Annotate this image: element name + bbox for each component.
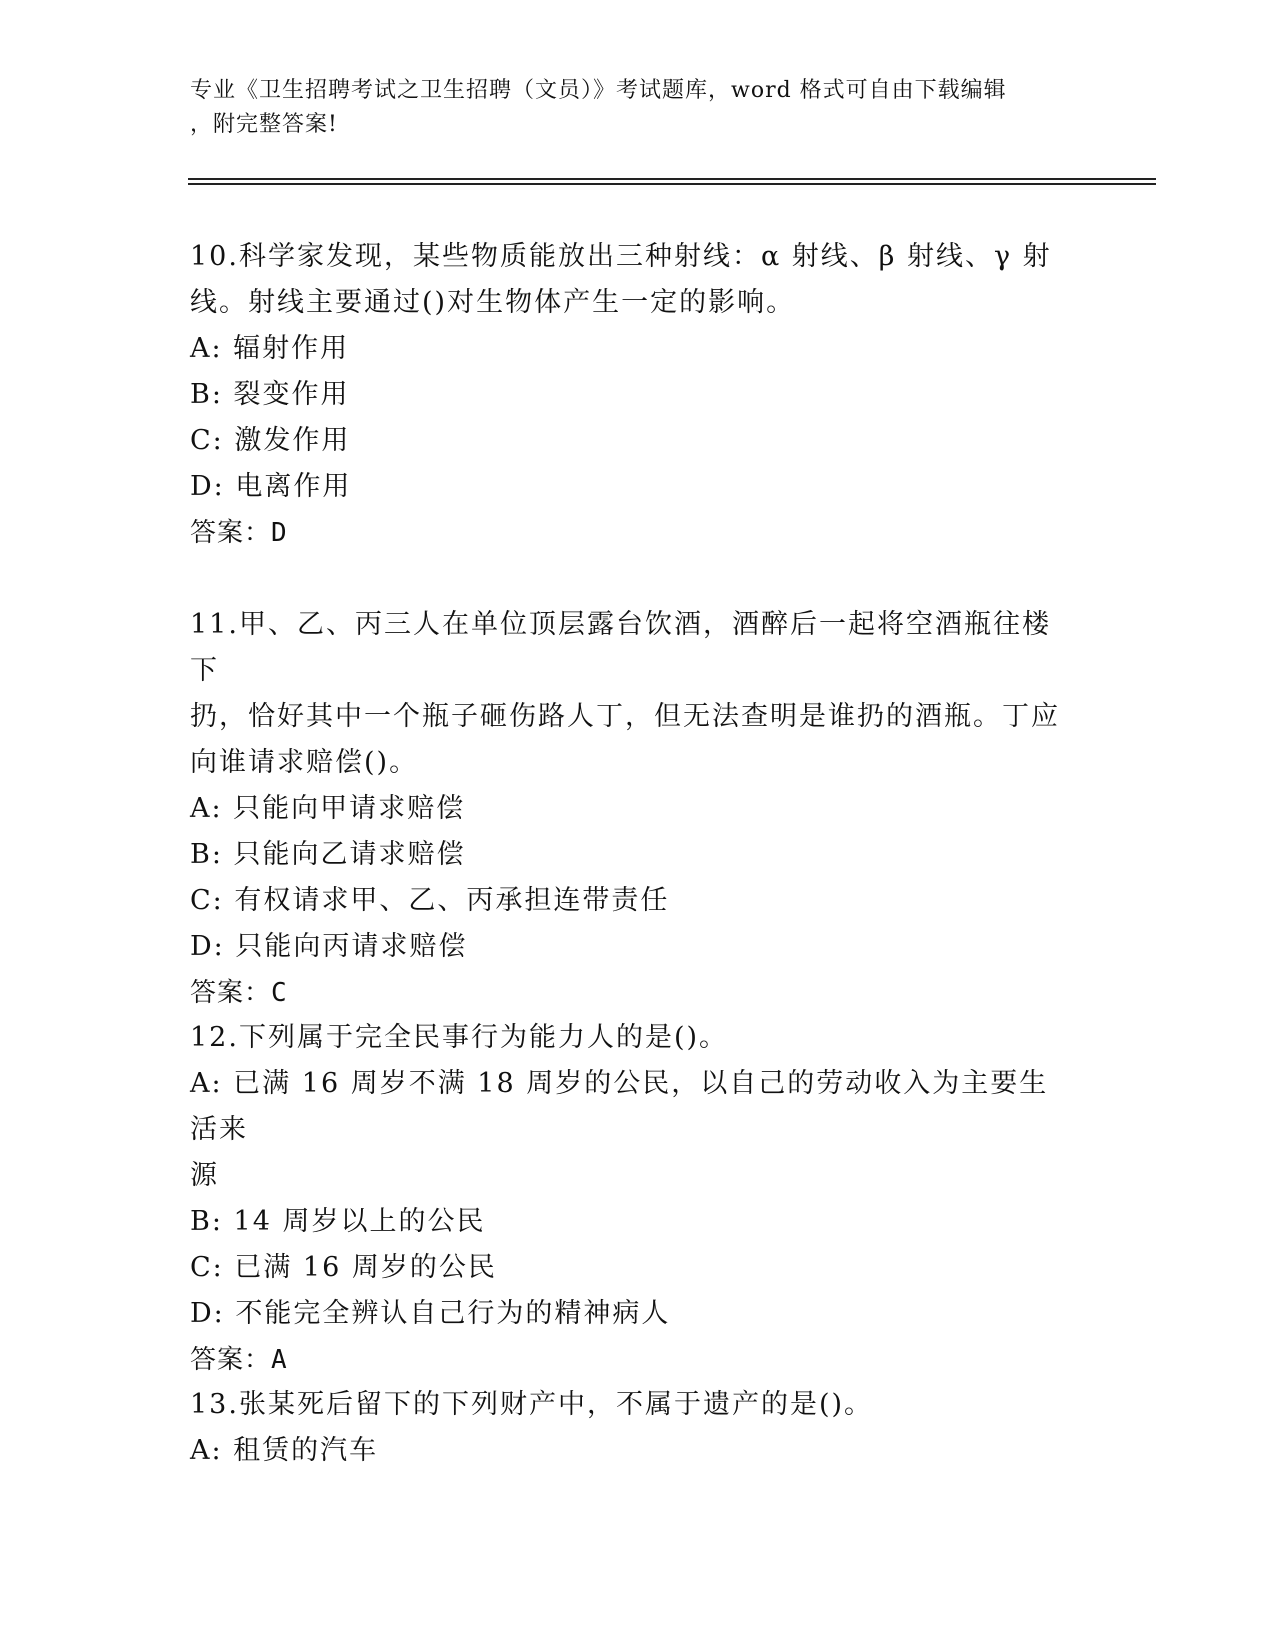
answer-value: A [271,1345,288,1375]
document-header [190,74,1090,142]
question-12 [190,1015,1070,1383]
answer-value: C [271,978,288,1008]
option-d: D: 只能向丙请求赔偿 [190,931,468,962]
question-stem-line: 向谁请求赔偿()。 [190,747,419,778]
question-stem-line: 扔，恰好其中一个瓶子砸伤路人丁，但无法查明是谁扔的酒瓶。丁应 [190,701,1060,732]
question-stem-line: 线。射线主要通过()对生物体产生一定的影响。 [190,287,796,318]
option-d: D: 电离作用 [190,471,352,502]
option-a-continued: 源 [190,1160,219,1191]
option-b: B: 只能向乙请求赔偿 [190,839,466,870]
answer-line [190,970,1070,1016]
question-stem-line: 11.甲、乙、丙三人在单位顶层露台饮酒，酒醉后一起将空酒瓶往楼下 [190,609,1051,686]
answer-line [190,1337,1070,1383]
option-a: A: 租赁的汽车 [190,1435,379,1466]
option-b: B: 14 周岁以上的公民 [190,1206,486,1237]
answer-label: 答案： [190,978,272,1008]
option-a: A: 辐射作用 [190,333,350,364]
header-line-1: 专业《卫生招聘考试之卫生招聘（文员）》考试题库，word 格式可自由下载编辑 [190,78,1007,103]
option-c: C: 已满 16 周岁的公民 [190,1252,497,1283]
option-a: A: 已满 16 周岁不满 18 周岁的公民，以自己的劳动收入为主要生活来 [190,1068,1049,1145]
option-c: C: 激发作用 [190,425,351,456]
answer-label: 答案： [190,518,272,548]
header-divider-top [188,178,1156,180]
answer-label: 答案： [190,1345,272,1375]
question-10 [190,234,1070,556]
option-c: C: 有权请求甲、乙、丙承担连带责任 [190,885,670,916]
header-divider-bottom [188,183,1156,185]
option-a: A: 只能向甲请求赔偿 [190,793,466,824]
option-b: B: 裂变作用 [190,379,350,410]
question-13 [190,1382,1070,1474]
answer-line [190,510,1070,556]
header-line-2: ，附完整答案! [190,112,338,137]
question-stem-line: 12.下列属于完全民事行为能力人的是()。 [190,1022,729,1053]
question-stem-line: 13.张某死后留下的下列财产中，不属于遗产的是()。 [190,1389,874,1420]
question-11 [190,602,1070,1016]
question-stem-line: 10.科学家发现，某些物质能放出三种射线：α 射线、β 射线、γ 射 [190,241,1052,272]
answer-value: D [271,518,288,548]
option-d: D: 不能完全辨认自己行为的精神病人 [190,1298,671,1329]
